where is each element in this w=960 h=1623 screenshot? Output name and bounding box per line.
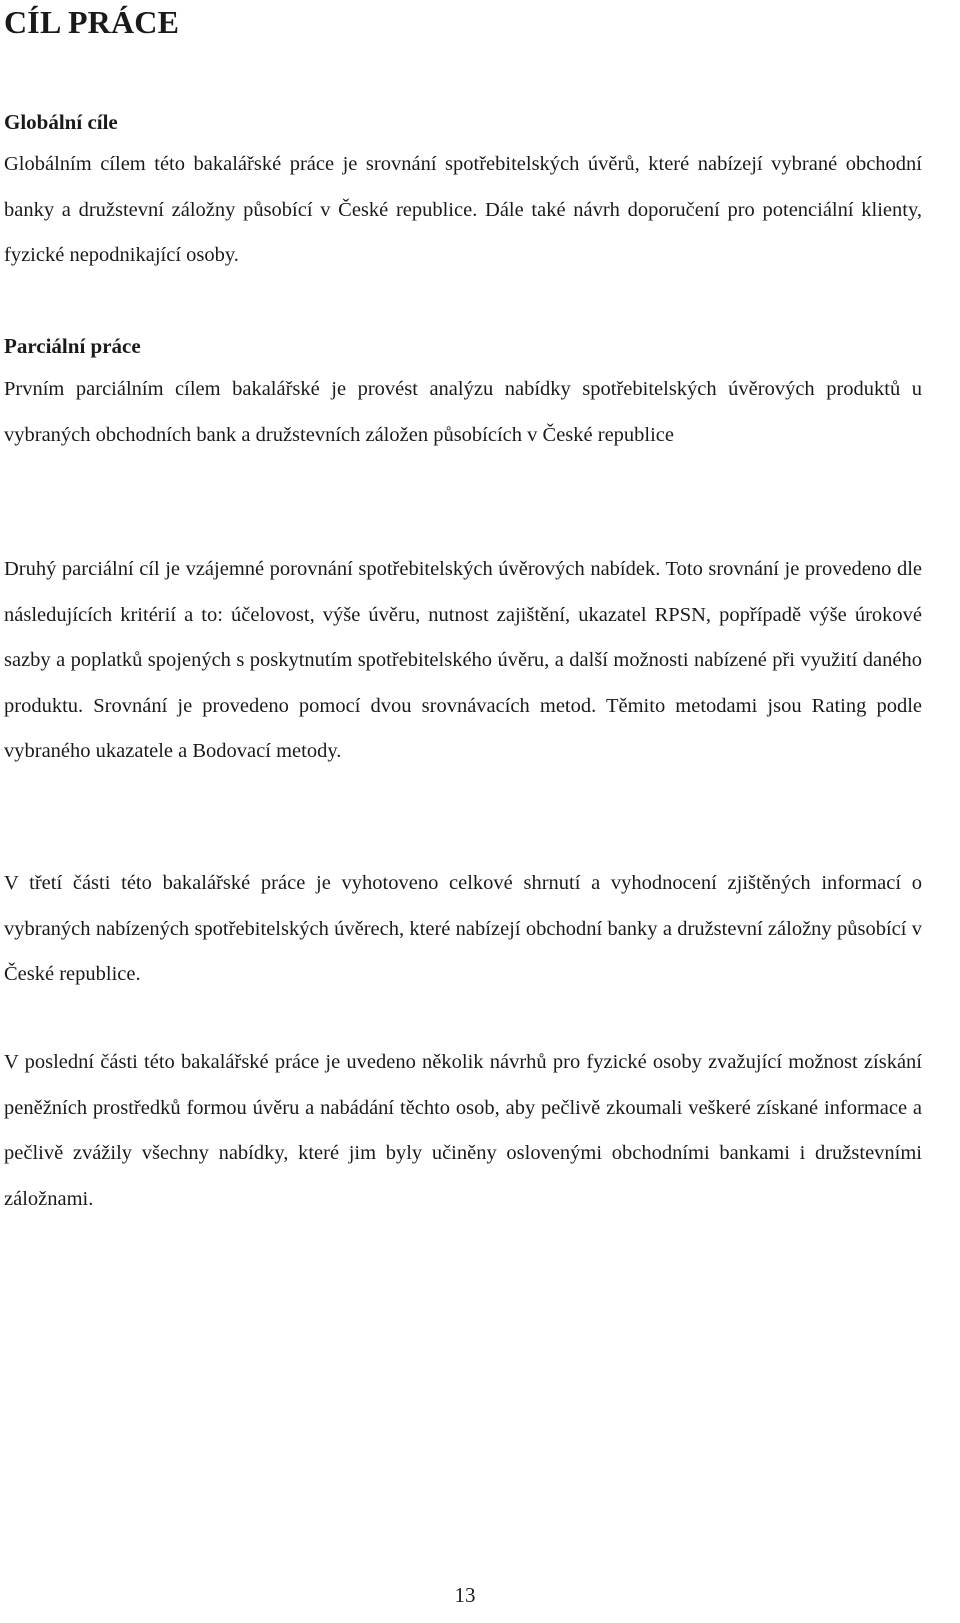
- paragraph-global-goals: Globálním cílem této bakalářské práce je srovnání spotřebitelských úvěrů, které nabízejí vybrané obchodní banky a družstevní záložny působící v České republice. Dále také návrh doporučení pro potenciální klienty, fyzické nepodnikající osoby.: [4, 153, 922, 266]
- paragraph-partial-goal-2: Druhý parciální cíl je vzájemné porovnání spotřebitelských úvěrových nabídek. Toto srovnání je provedeno dle následujících kritérií a to: účelovost, výše úvěru, nutnost zajištění, ukazatel RPSN, popřípadě výše úrokové sazby a poplatků spojených s poskytnutím spotřebitelského úvěru, a další možnosti nabízené při využití daného produktu. Srovnání je provedeno pomocí dvou srovnávacích metod. Těmito metodami jsou Rating podle vybraného ukazatele a Bodovací metody.: [4, 558, 922, 762]
- page-number: 13: [454, 1583, 476, 1607]
- page-title: CÍL PRÁCE: [4, 4, 180, 40]
- paragraph-partial-goal-4: V poslední části této bakalářské práce je uvedeno několik návrhů pro fyzické osoby zvažující možnost získání peněžních prostředků formou úvěru a nabádání těchto osob, aby pečlivě zkoumali veškeré získané informace a pečlivě zvážily všechny nabídky, které jim byly učiněny oslovenými obchodními bankami i družstevními záložnami.: [4, 1051, 922, 1210]
- section-heading-global-goals: Globální cíle: [4, 110, 118, 134]
- section-heading-partial-goals: Parciální práce: [4, 334, 141, 358]
- paragraph-partial-goal-3: V třetí části této bakalářské práce je vyhotoveno celkové shrnutí a vyhodnocení zjištěných informací o vybraných nabízených spotřebitelských úvěrech, které nabízejí obchodní banky a družstevní záložny působící v České republice.: [4, 872, 922, 985]
- paragraph-partial-goal-1: Prvním parciálním cílem bakalářské je provést analýzu nabídky spotřebitelských úvěrových produktů u vybraných obchodních bank a družstevních záložen působících v České republice: [4, 378, 922, 446]
